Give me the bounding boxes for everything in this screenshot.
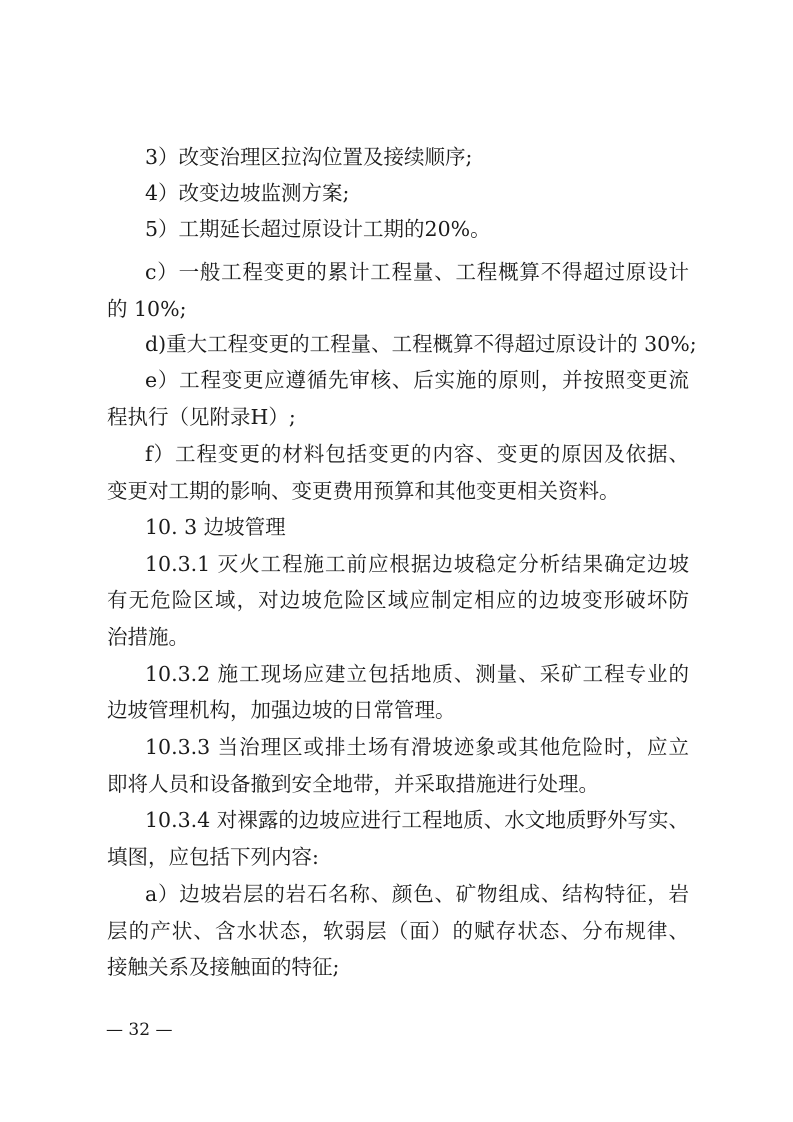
item-f-line2: 变更对工期的影响、变更费用预算和其他变更相关资料。 xyxy=(107,479,620,503)
page-number: — 32 — xyxy=(106,1020,173,1040)
clause-10-3-1-line1: 10.3.1 灭火工程施工前应根据边坡稳定分析结果确定边坡 xyxy=(145,552,689,576)
list-item-4: 4）改变边坡监测方案; xyxy=(145,181,350,205)
clause-10-3-2-line2: 边坡管理机构，加强边坡的日常管理。 xyxy=(107,698,456,722)
clause-10-3-1-line2: 有无危险区域，对边坡危险区域应制定相应的边坡变形破坏防 xyxy=(107,588,689,612)
item-a-line1: a）边坡岩层的岩石名称、颜色、矿物组成、结构特征，岩 xyxy=(145,882,689,906)
clause-10-3-3-line1: 10.3.3 当治理区或排土场有滑坡迹象或其他危险时，应立 xyxy=(145,735,689,759)
clause-10-3-2-line1: 10.3.2 施工现场应建立包括地质、测量、采矿工程专业的 xyxy=(145,662,689,686)
item-f-line1: f）工程变更的材料包括变更的内容、变更的原因及依据、 xyxy=(145,442,689,466)
item-c-line2: 的 10%; xyxy=(107,297,187,321)
item-c-line1: c）一般工程变更的累计工程量、工程概算不得超过原设计 xyxy=(145,260,689,284)
section-heading: 10. 3 边坡管理 xyxy=(145,515,286,539)
list-item-5: 5）工期延长超过原设计工期的20%。 xyxy=(145,217,491,241)
clause-10-3-4-line2: 填图，应包括下列内容: xyxy=(107,845,319,869)
list-item-3: 3）改变治理区拉沟位置及接续顺序; xyxy=(145,145,473,169)
item-e-line1: e）工程变更应遵循先审核、后实施的原则，并按照变更流 xyxy=(145,368,689,392)
item-d: d)重大工程变更的工程量、工程概算不得超过原设计的 30%; xyxy=(145,332,697,356)
item-a-line3: 接触关系及接触面的特征; xyxy=(107,955,340,979)
clause-10-3-4-line1: 10.3.4 对裸露的边坡应进行工程地质、水文地质野外写实、 xyxy=(145,808,689,832)
clause-10-3-3-line2: 即将人员和设备撤到安全地带，并采取措施进行处理。 xyxy=(107,772,599,796)
clause-10-3-1-line3: 治措施。 xyxy=(107,625,189,649)
item-a-line2: 层的产状、含水状态，软弱层（面）的赋存状态、分布规律、 xyxy=(107,919,689,943)
item-e-line2: 程执行（见附录H）; xyxy=(107,405,296,429)
